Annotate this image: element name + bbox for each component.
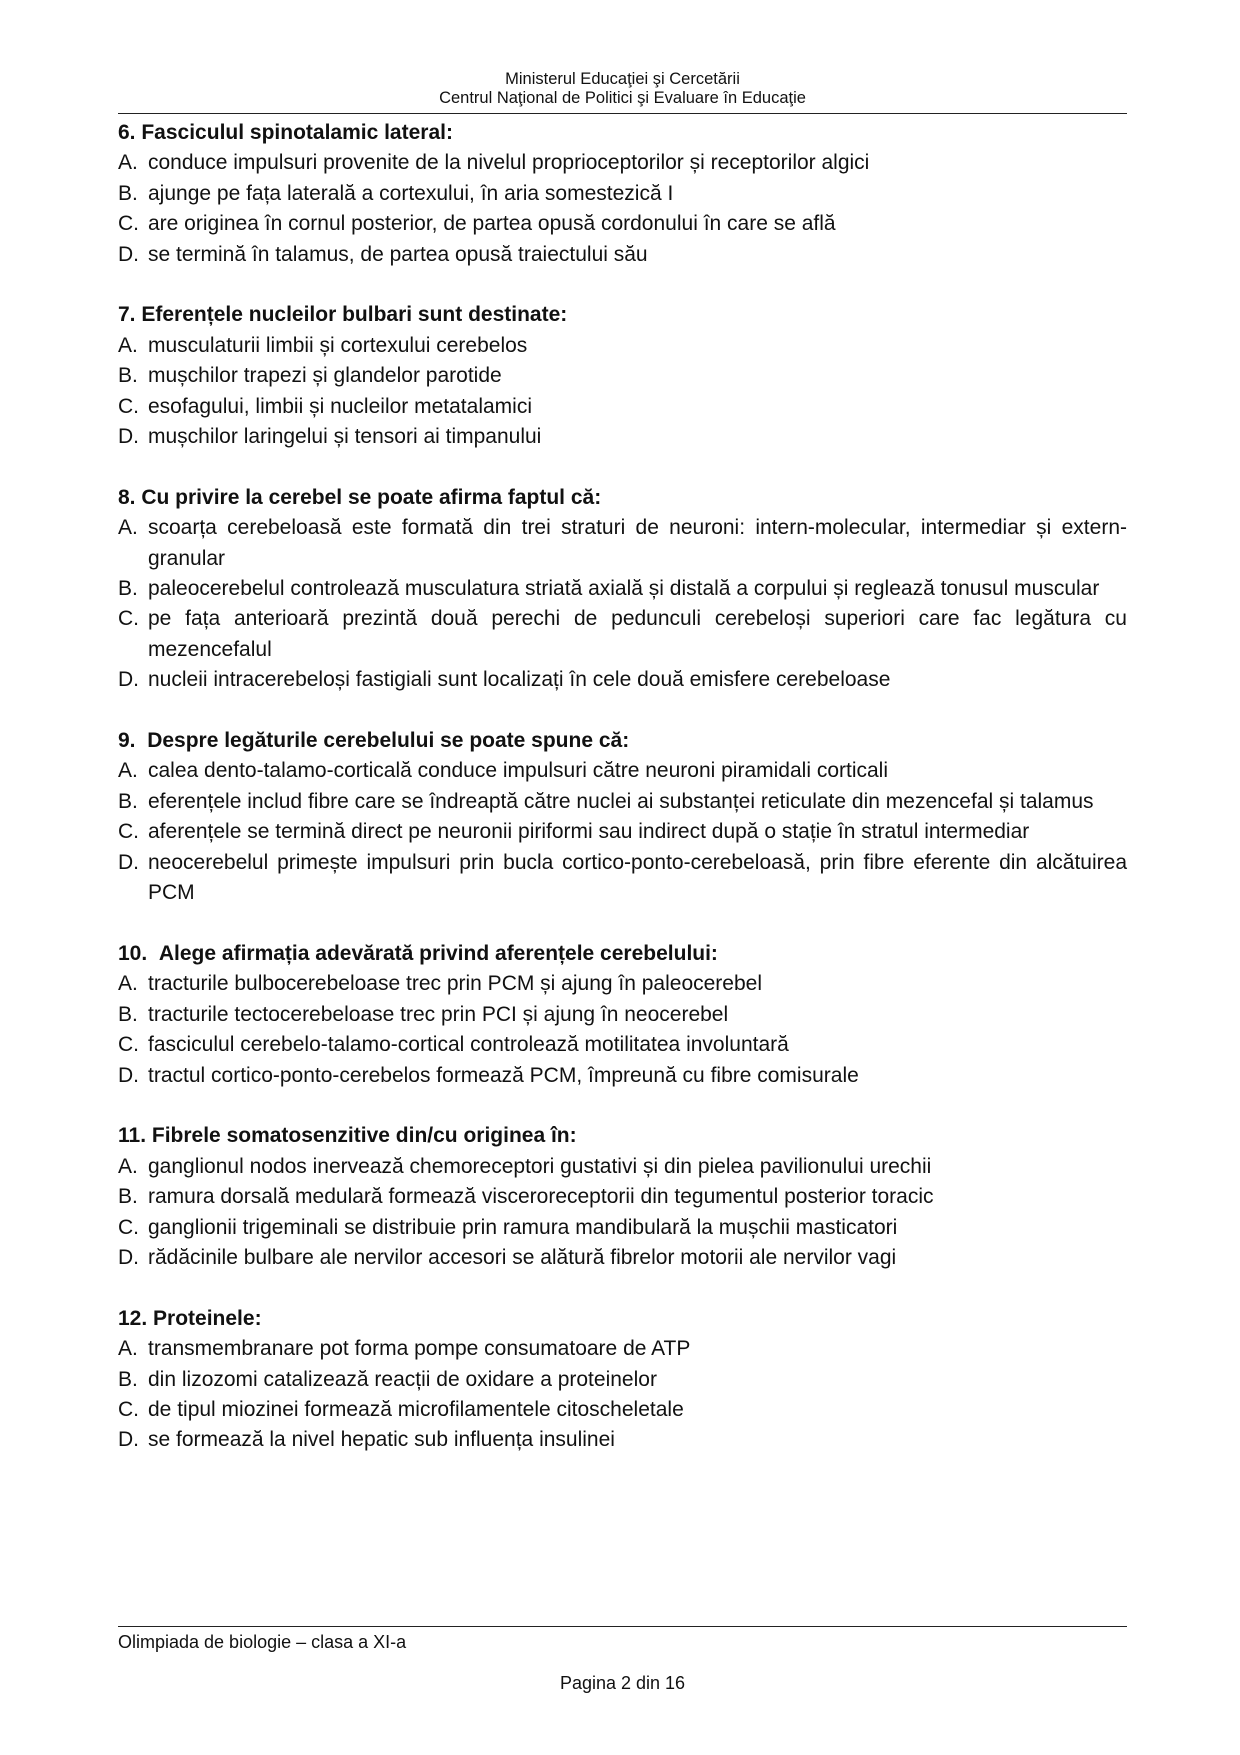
option-letter: C.: [118, 607, 139, 631]
option-letter: C.: [118, 1215, 139, 1239]
question-8: [118, 483, 1127, 696]
option-text: conduce impulsuri provenite de la nivelul proprioceptorilor și receptorilor algici: [148, 151, 870, 175]
header-ministry: Ministerul Educaţiei şi Cercetării: [505, 70, 740, 88]
option-text: ramura dorsală medulară formează visceroreceptorii din tegumentul posterior toracic: [148, 1185, 934, 1209]
option-text: mușchilor laringelui și tensori ai timpanului: [148, 425, 542, 449]
option-letter: D.: [118, 850, 139, 874]
option-letter: C.: [118, 1397, 139, 1421]
question-text: Alege afirmația adevărată privind aferențele cerebelului:: [158, 941, 718, 965]
question-text: Cu privire la cerebel se poate afirma faptul că:: [141, 485, 602, 509]
question-title: [118, 939, 1127, 969]
question-title: [118, 300, 1127, 330]
page-header: [118, 70, 1127, 108]
option-c: [118, 392, 1127, 422]
option-c: [118, 209, 1127, 239]
option-b: [118, 1365, 1127, 1395]
option-b: [118, 361, 1127, 391]
option-letter: B.: [118, 364, 138, 388]
option-letter: C.: [118, 212, 139, 236]
option-text: de tipul miozinei formează microfilamentele citoscheletale: [148, 1397, 684, 1421]
question-6: [118, 118, 1127, 270]
question-number: 11.: [118, 1124, 152, 1148]
option-text: musculaturii limbii și cortexului cerebelos: [148, 333, 528, 357]
question-number: 12.: [118, 1306, 154, 1330]
question-title: [118, 118, 1127, 148]
option-letter: A.: [118, 333, 138, 357]
option-text: pe fața anterioară prezintă două perechi de pedunculi cerebeloși superiori care fac legătura cu mezencefalul: [148, 607, 1127, 661]
header-divider: [118, 113, 1127, 114]
option-text: neocerebelul primește impulsuri prin bucla cortico-ponto-cerebeloasă, prin fibre eferente din alcătuirea PCM: [148, 850, 1127, 905]
option-text: paleocerebelul controlează musculatura striată axială și distală a corpului și reglează tonusul muscular: [148, 577, 1100, 601]
option-letter: D.: [118, 1428, 139, 1452]
option-text: eferențele includ fibre care se îndreaptă către nuclei ai substanței reticulate din mezencefal și talamus: [148, 789, 1094, 813]
option-a: [118, 1334, 1127, 1364]
option-d: [118, 1425, 1127, 1455]
option-text: mușchilor trapezi și glandelor parotide: [148, 364, 502, 388]
option-letter: C.: [118, 394, 139, 418]
question-title: [118, 726, 1127, 756]
option-c: [118, 817, 1127, 847]
option-c: [118, 604, 1127, 665]
option-b: [118, 1182, 1127, 1212]
option-b: [118, 1000, 1127, 1030]
option-text: rădăcinile bulbare ale nervilor accesori se alătură fibrelor motorii ale nervilor vagi: [148, 1245, 897, 1269]
option-d: [118, 1061, 1127, 1091]
question-text: Proteinele:: [153, 1306, 262, 1330]
question-text: Fasciculul spinotalamic lateral:: [141, 121, 453, 144]
page-number: Pagina 2 din 16: [559, 1673, 686, 1693]
option-b: [118, 574, 1127, 604]
option-letter: C.: [118, 1033, 139, 1057]
option-text: calea dento-talamo-corticală conduce impulsuri către neuroni piramidali corticali: [148, 759, 889, 783]
option-text: nucleii intracerebeloși fastigiali sunt localizați în cele două emisfere cerebeloase: [148, 668, 891, 692]
question-number: 8.: [118, 485, 142, 509]
option-text: transmembranare pot forma pompe consumatoare de ATP: [148, 1337, 691, 1361]
option-text: scoarța cerebeloasă este formată din trei straturi de neuroni: intern-molecular, intermediar și extern-granular: [148, 516, 1127, 570]
option-a: [118, 1152, 1127, 1182]
option-a: [118, 513, 1127, 574]
option-a: [118, 756, 1127, 786]
question-number: 6.: [118, 121, 142, 144]
footer-divider: [118, 1626, 1127, 1627]
option-text: se formează la nivel hepatic sub influența insulinei: [148, 1428, 615, 1452]
option-text: tracturile bulbocerebeloase trec prin PCM și ajung în paleocerebel: [148, 972, 763, 996]
question-10: [118, 939, 1127, 1091]
option-a: [118, 331, 1127, 361]
option-letter: B.: [118, 181, 138, 205]
option-text: tracturile tectocerebeloase trec prin PCI și ajung în neocerebel: [148, 1002, 729, 1026]
option-letter: C.: [118, 820, 139, 844]
option-letter: B.: [118, 577, 138, 601]
option-d: [118, 848, 1127, 909]
option-letter: B.: [118, 789, 138, 813]
option-letter: D.: [118, 1063, 139, 1087]
option-letter: A.: [118, 1154, 138, 1178]
question-text: Despre legăturile cerebelului se poate spune că:: [147, 729, 630, 753]
option-letter: B.: [118, 1367, 138, 1391]
option-letter: D.: [118, 242, 139, 266]
question-title: [118, 1121, 1127, 1151]
option-text: aferențele se termină direct pe neuronii piriformi sau indirect după o stație în stratul intermediar: [148, 820, 1030, 844]
option-c: [118, 1030, 1127, 1060]
option-text: fasciculul cerebelo-talamo-cortical controlează motilitatea involuntară: [148, 1033, 789, 1057]
option-d: [118, 422, 1127, 452]
option-text: ganglionii trigeminali se distribuie prin ramura mandibulară la mușchii masticatori: [148, 1215, 898, 1239]
question-7: [118, 300, 1127, 452]
question-text: Fibrele somatosenzitive din/cu originea în:: [151, 1124, 577, 1148]
option-text: tractul cortico-ponto-cerebelos formează PCM, împreună cu fibre comisurale: [148, 1063, 859, 1087]
question-number: 10.: [118, 941, 159, 965]
question-number: 7.: [118, 303, 142, 327]
option-letter: A.: [118, 516, 138, 540]
option-text: din lizozomi catalizează reacții de oxidare a proteinelor: [148, 1367, 657, 1391]
option-d: [118, 240, 1127, 270]
option-d: [118, 665, 1127, 695]
option-letter: A.: [118, 151, 138, 175]
option-letter: D.: [118, 1245, 139, 1269]
option-c: [118, 1213, 1127, 1243]
option-b: [118, 787, 1127, 817]
question-title: [118, 1304, 1127, 1334]
footer-olympiad-label: Olimpiada de biologie – clasa a XI-a: [118, 1632, 407, 1652]
option-letter: A.: [118, 759, 138, 783]
questions-list: [118, 118, 1127, 1486]
option-text: are originea în cornul posterior, de partea opusă cordonului în care se află: [148, 212, 836, 236]
option-text: ganglionul nodos inervează chemoreceptori gustativi și din pielea pavilionului urechii: [148, 1154, 932, 1178]
question-text: Eferențele nucleilor bulbari sunt destinate:: [141, 303, 568, 327]
header-center: Centrul Naţional de Politici şi Evaluare în Educaţie: [439, 89, 806, 107]
option-a: [118, 969, 1127, 999]
option-letter: D.: [118, 668, 139, 692]
question-title: [118, 483, 1127, 513]
option-text: esofagului, limbii și nucleilor metatalamici: [148, 394, 532, 418]
question-11: [118, 1121, 1127, 1273]
option-letter: D.: [118, 425, 139, 449]
option-letter: A.: [118, 1337, 138, 1361]
option-text: se termină în talamus, de partea opusă traiectului său: [148, 242, 648, 266]
option-a: [118, 148, 1127, 178]
option-d: [118, 1243, 1127, 1273]
option-c: [118, 1395, 1127, 1425]
option-letter: A.: [118, 972, 138, 996]
question-9: [118, 726, 1127, 908]
option-letter: B.: [118, 1185, 138, 1209]
question-number: 9.: [118, 729, 148, 753]
option-text: ajunge pe fața laterală a cortexului, în aria somestezică I: [148, 181, 674, 205]
question-12: [118, 1304, 1127, 1456]
option-letter: B.: [118, 1002, 138, 1026]
option-b: [118, 179, 1127, 209]
